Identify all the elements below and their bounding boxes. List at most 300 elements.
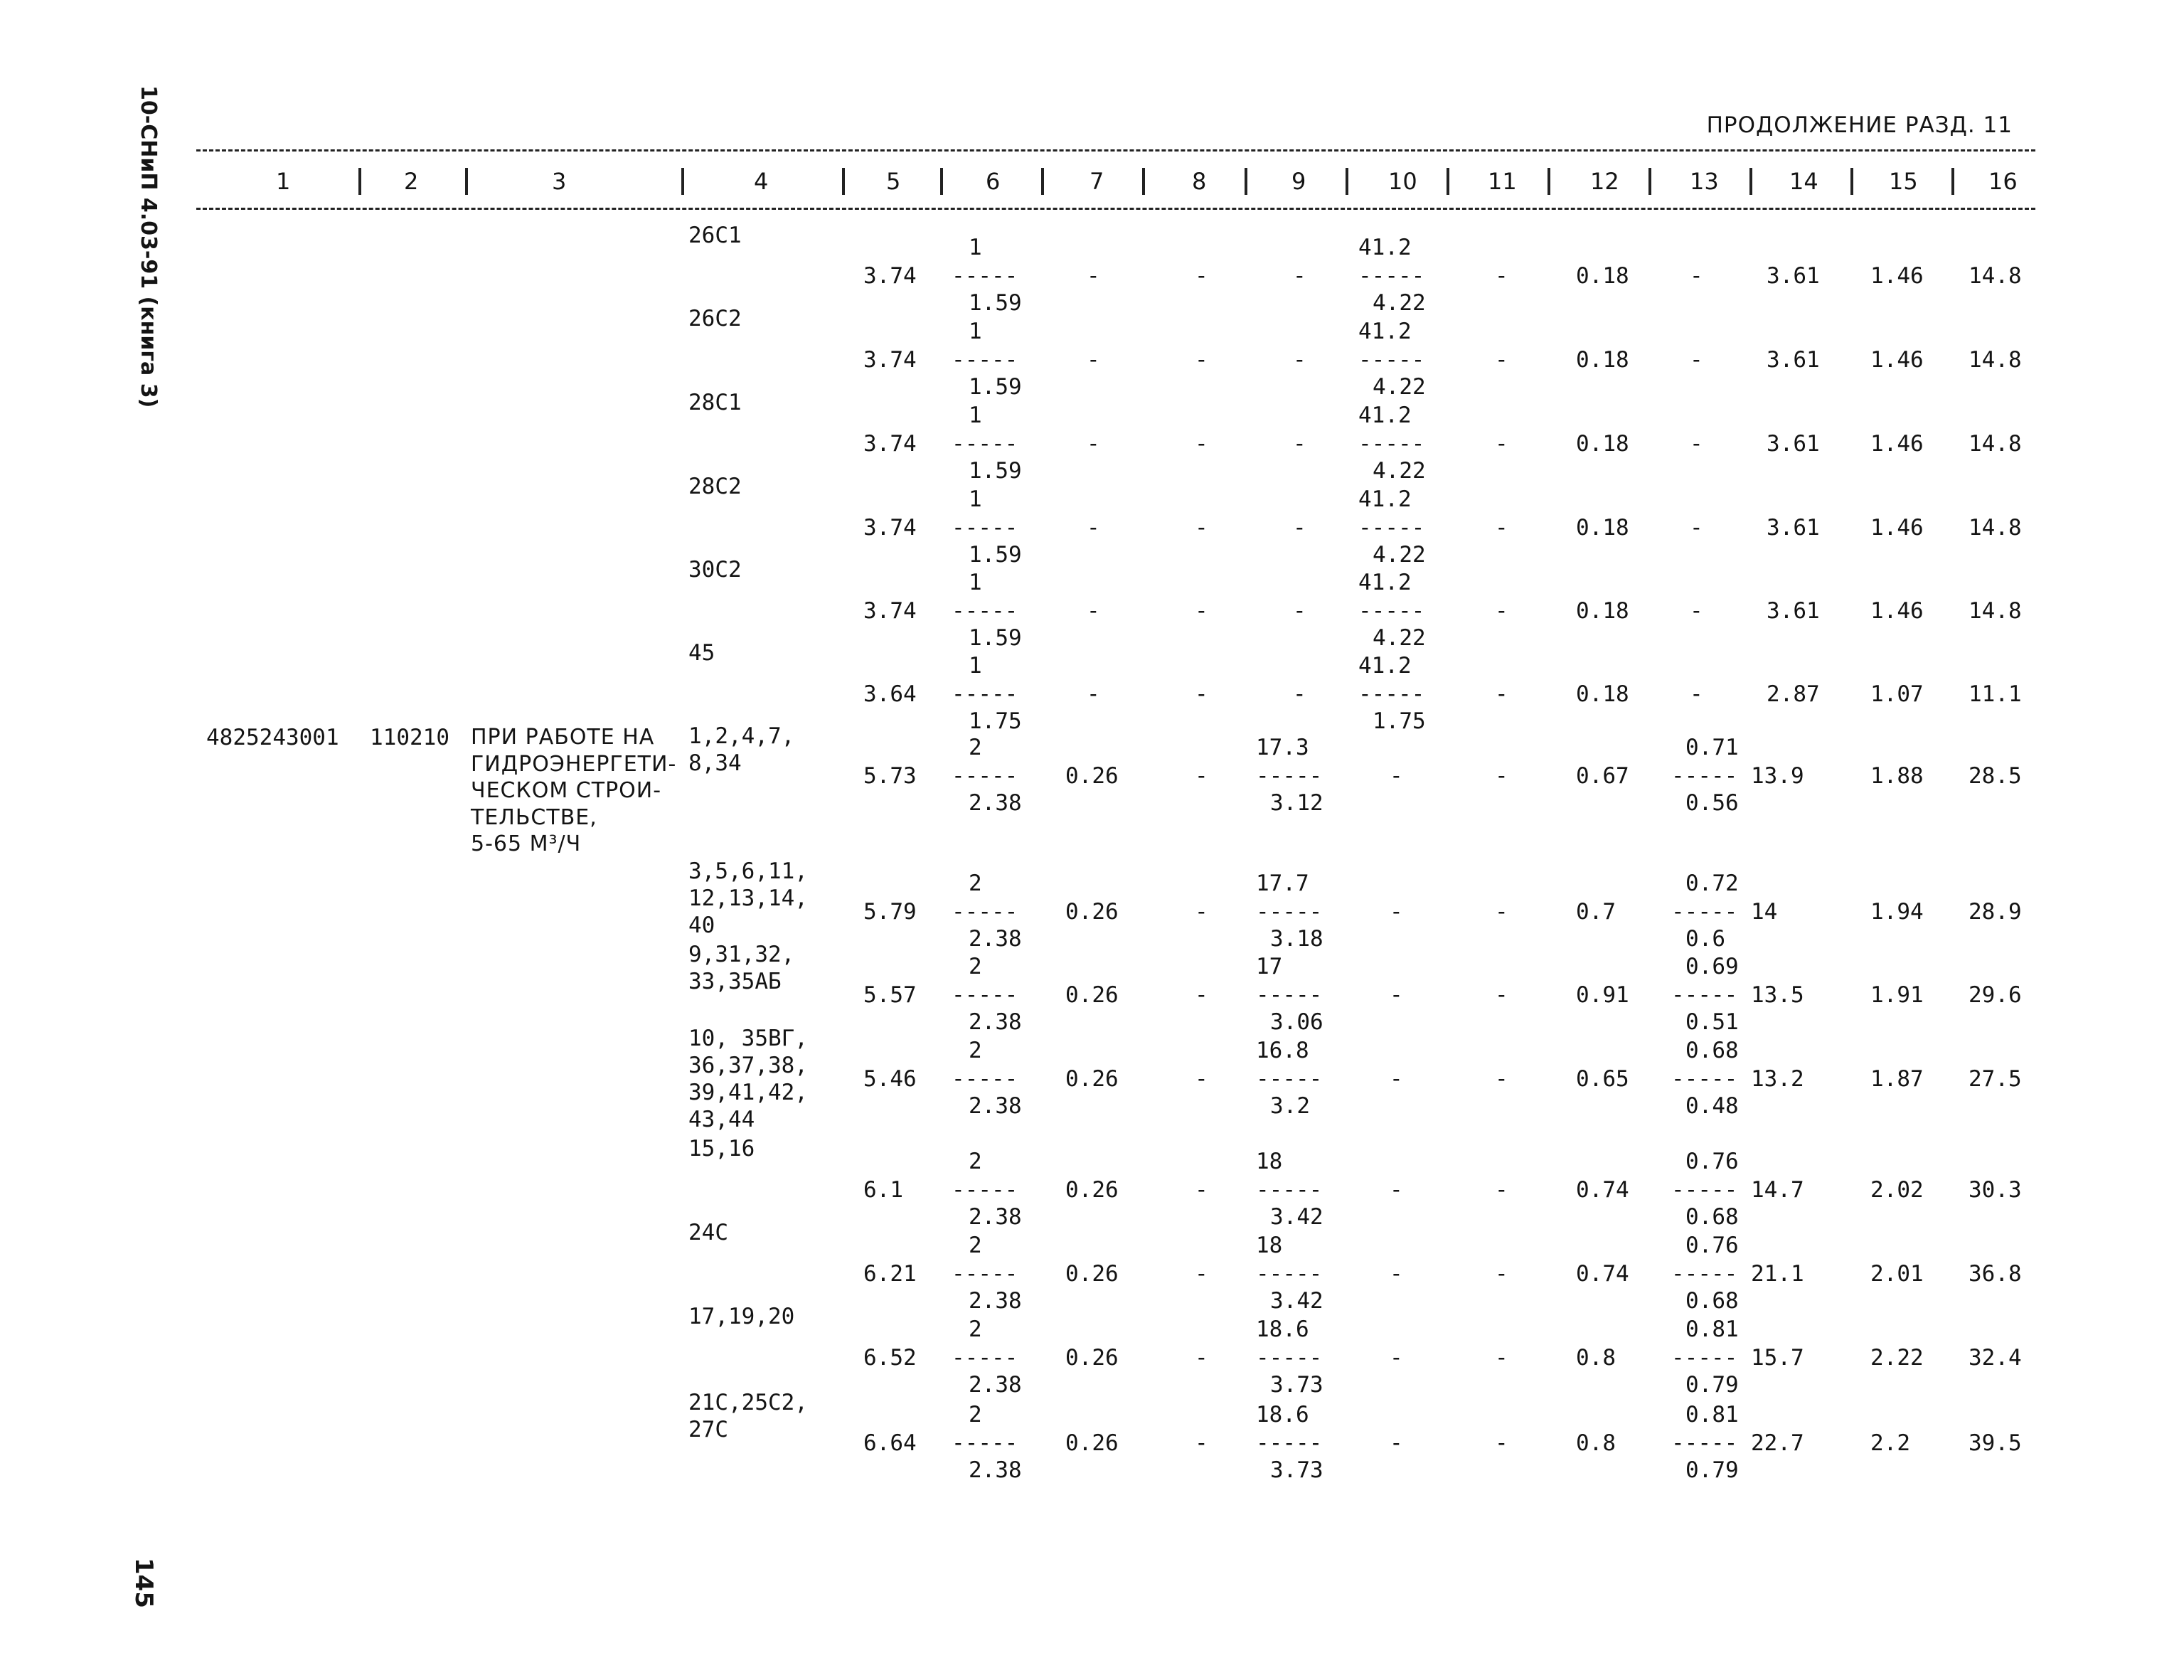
cell-col10-denominator: 1.75	[1373, 708, 1426, 734]
fraction-bar: -----	[1256, 1345, 1323, 1371]
cell-col13-numerator: 0.76	[1685, 1233, 1739, 1258]
cell-col13-numerator: 0.68	[1685, 1038, 1739, 1063]
item-description-line: ТЕЛЬСТВЕ,	[471, 804, 597, 830]
item-code: 4825243001	[206, 725, 339, 750]
cell-col6-denominator: 2.38	[969, 1009, 1022, 1035]
cell-col5: 5.79	[863, 899, 917, 925]
cell-col6-denominator: 2.38	[969, 1093, 1022, 1119]
cell-col13: -	[1690, 598, 1703, 624]
column-header-7: 7	[1090, 168, 1104, 195]
column-header-3: 3	[552, 168, 567, 195]
cell-col10-denominator: 4.22	[1373, 290, 1426, 316]
cell-col4: 28С1	[688, 390, 742, 415]
fraction-bar: -----	[1358, 347, 1425, 373]
cell-col14: 14.7	[1751, 1177, 1804, 1203]
cell-col9: -	[1293, 347, 1306, 373]
cell-col6-numerator: 2	[969, 1317, 982, 1342]
cell-col10-denominator: 4.22	[1373, 625, 1426, 651]
cell-col4: 17,19,20	[688, 1304, 795, 1329]
item-description-line: ЧЕСКОМ СТРОИ-	[471, 778, 662, 803]
cell-col14: 3.61	[1767, 431, 1820, 457]
item-description-line: ГИДРОЭНЕРГЕТИ-	[471, 751, 677, 777]
column-header-5: 5	[886, 168, 901, 195]
cell-col13-denominator: 0.56	[1685, 790, 1739, 816]
column-header-16: 16	[1988, 168, 2018, 195]
cell-col13: -	[1690, 515, 1703, 541]
cell-col12: 0.18	[1576, 598, 1629, 624]
cell-col11: -	[1495, 598, 1508, 624]
column-header-1: 1	[276, 168, 291, 195]
cell-col11: -	[1495, 431, 1508, 457]
cell-col10: -	[1390, 1177, 1403, 1203]
cell-col14: 3.61	[1767, 347, 1820, 373]
cell-col10: -	[1390, 1430, 1403, 1456]
cell-col8: -	[1195, 263, 1208, 289]
item-description-line: 5-65 М³/Ч	[471, 831, 582, 856]
cell-col14: 15.7	[1751, 1345, 1804, 1371]
cell-col15: 2.02	[1870, 1177, 1924, 1203]
cell-col4: 28С2	[688, 474, 742, 499]
cell-col11: -	[1495, 982, 1508, 1008]
cell-col8: -	[1195, 899, 1208, 925]
cell-col9-denominator: 3.42	[1270, 1288, 1323, 1314]
cell-col15: 1.46	[1870, 431, 1924, 457]
fraction-bar: -----	[1671, 1066, 1738, 1092]
column-separator	[1850, 168, 1853, 195]
cell-col11: -	[1495, 1261, 1508, 1287]
cell-col5: 6.1	[863, 1177, 903, 1203]
cell-col10-numerator: 41.2	[1358, 403, 1412, 428]
cell-col4: 15,16	[688, 1136, 755, 1161]
cell-col6-denominator: 2.38	[969, 1204, 1022, 1230]
column-separator	[1951, 168, 1954, 195]
fraction-bar: -----	[1256, 1177, 1323, 1203]
cell-col5: 3.74	[863, 431, 917, 457]
cell-col9-numerator: 18	[1256, 1149, 1283, 1174]
cell-col7: 0.26	[1065, 982, 1119, 1008]
fraction-bar: -----	[952, 1177, 1018, 1203]
cell-col9: -	[1293, 263, 1306, 289]
cell-col6-denominator: 1.59	[969, 458, 1022, 484]
cell-col7: -	[1087, 681, 1100, 707]
cell-col9: -	[1293, 515, 1306, 541]
cell-col6-denominator: 2.38	[969, 790, 1022, 816]
cell-col7: 0.26	[1065, 1177, 1119, 1203]
column-header-14: 14	[1789, 168, 1818, 195]
fraction-bar: -----	[1256, 982, 1323, 1008]
cell-col6-numerator: 1	[969, 653, 982, 679]
cell-col7: 0.26	[1065, 1345, 1119, 1371]
item-code-2: 110210	[370, 725, 449, 750]
cell-col4: 24С	[688, 1220, 728, 1245]
cell-col9-denominator: 3.42	[1270, 1204, 1323, 1230]
cell-col7: 0.26	[1065, 899, 1119, 925]
page-number: 145	[129, 1558, 158, 1608]
cell-col10-denominator: 4.22	[1373, 374, 1426, 400]
cell-col4: 9,31,32,	[688, 942, 795, 967]
column-separator	[1041, 168, 1044, 195]
cell-col4: 10, 35ВГ,	[688, 1026, 808, 1051]
fraction-bar: -----	[952, 347, 1018, 373]
column-header-8: 8	[1192, 168, 1207, 195]
cell-col9: -	[1293, 598, 1306, 624]
cell-col13-denominator: 0.51	[1685, 1009, 1739, 1035]
cell-col12: 0.18	[1576, 681, 1629, 707]
cell-col10-numerator: 41.2	[1358, 235, 1412, 260]
cell-col8: -	[1195, 515, 1208, 541]
cell-col12: 0.18	[1576, 347, 1629, 373]
cell-col5: 5.46	[863, 1066, 917, 1092]
cell-col11: -	[1495, 1345, 1508, 1371]
cell-col9-numerator: 16.8	[1256, 1038, 1309, 1063]
fraction-bar: -----	[1671, 1430, 1738, 1456]
cell-col4: 26С1	[688, 223, 742, 248]
cell-col13: -	[1690, 681, 1703, 707]
cell-col6-denominator: 1.59	[969, 542, 1022, 568]
cell-col10-denominator: 4.22	[1373, 542, 1426, 568]
column-header-13: 13	[1690, 168, 1719, 195]
cell-col9-numerator: 18	[1256, 1233, 1283, 1258]
cell-col8: -	[1195, 763, 1208, 789]
cell-col11: -	[1495, 347, 1508, 373]
cell-col7: 0.26	[1065, 763, 1119, 789]
cell-col16: 14.8	[1969, 347, 2022, 373]
cell-col12: 0.65	[1576, 1066, 1629, 1092]
column-separator	[1749, 168, 1752, 195]
fraction-bar: -----	[952, 982, 1018, 1008]
cell-col6-denominator: 2.38	[969, 1457, 1022, 1483]
cell-col16: 36.8	[1969, 1261, 2022, 1287]
fraction-bar: -----	[1358, 263, 1425, 289]
cell-col6-numerator: 2	[969, 1038, 982, 1063]
header-rule-top	[196, 149, 2035, 151]
cell-col7: 0.26	[1065, 1430, 1119, 1456]
cell-col6-numerator: 2	[969, 1233, 982, 1258]
fraction-bar: -----	[1671, 1345, 1738, 1371]
cell-col12: 0.8	[1576, 1430, 1616, 1456]
cell-col16: 14.8	[1969, 598, 2022, 624]
cell-col4: 39,41,42,	[688, 1080, 808, 1105]
cell-col6-denominator: 1.75	[969, 708, 1022, 734]
item-description-line: ПРИ РАБОТЕ НА	[471, 725, 655, 750]
fraction-bar: -----	[1671, 982, 1738, 1008]
cell-col10-numerator: 41.2	[1358, 319, 1412, 344]
cell-col16: 11.1	[1969, 681, 2022, 707]
cell-col10: -	[1390, 982, 1403, 1008]
fraction-bar: -----	[1358, 681, 1425, 707]
cell-col4: 21С,25С2,	[688, 1390, 808, 1415]
header-rule-bottom	[196, 208, 2035, 210]
cell-col9: -	[1293, 431, 1306, 457]
cell-col16: 39.5	[1969, 1430, 2022, 1456]
cell-col13-denominator: 0.68	[1685, 1204, 1739, 1230]
cell-col13-numerator: 0.72	[1685, 871, 1739, 896]
cell-col16: 27.5	[1969, 1066, 2022, 1092]
fraction-bar: -----	[952, 263, 1018, 289]
fraction-bar: -----	[1358, 598, 1425, 624]
fraction-bar: -----	[1256, 899, 1323, 925]
cell-col6-numerator: 1	[969, 403, 982, 428]
column-separator	[1648, 168, 1651, 195]
cell-col6-numerator: 1	[969, 235, 982, 260]
cell-col16: 30.3	[1969, 1177, 2022, 1203]
cell-col4: 36,37,38,	[688, 1053, 808, 1078]
cell-col16: 14.8	[1969, 515, 2022, 541]
cell-col8: -	[1195, 1345, 1208, 1371]
cell-col9-denominator: 3.73	[1270, 1372, 1323, 1398]
cell-col8: -	[1195, 1261, 1208, 1287]
cell-col15: 1.07	[1870, 681, 1924, 707]
cell-col4: 12,13,14,	[688, 886, 808, 911]
cell-col16: 32.4	[1969, 1345, 2022, 1371]
cell-col13: -	[1690, 431, 1703, 457]
fraction-bar: -----	[1256, 763, 1323, 789]
cell-col10: -	[1390, 763, 1403, 789]
cell-col10: -	[1390, 1345, 1403, 1371]
cell-col5: 3.64	[863, 681, 917, 707]
cell-col10: -	[1390, 1066, 1403, 1092]
cell-col15: 1.87	[1870, 1066, 1924, 1092]
cell-col9-denominator: 3.18	[1270, 926, 1323, 952]
cell-col14: 13.5	[1751, 982, 1804, 1008]
cell-col11: -	[1495, 1177, 1508, 1203]
cell-col15: 1.46	[1870, 347, 1924, 373]
cell-col11: -	[1495, 1066, 1508, 1092]
cell-col8: -	[1195, 431, 1208, 457]
cell-col5: 5.73	[863, 763, 917, 789]
cell-col9-numerator: 17.3	[1256, 735, 1309, 760]
cell-col7: -	[1087, 347, 1100, 373]
cell-col6-denominator: 2.38	[969, 1372, 1022, 1398]
cell-col8: -	[1195, 598, 1208, 624]
cell-col4: 8,34	[688, 750, 742, 776]
fraction-bar: -----	[1671, 763, 1738, 789]
cell-col6-numerator: 1	[969, 570, 982, 595]
cell-col9-numerator: 17	[1256, 954, 1283, 979]
column-separator	[842, 168, 845, 195]
cell-col10: -	[1390, 1261, 1403, 1287]
column-header-12: 12	[1590, 168, 1619, 195]
cell-col14: 21.1	[1751, 1261, 1804, 1287]
column-header-2: 2	[404, 168, 419, 195]
cell-col9-denominator: 3.06	[1270, 1009, 1323, 1035]
cell-col12: 0.67	[1576, 763, 1629, 789]
cell-col13-denominator: 0.6	[1685, 926, 1725, 952]
cell-col13: -	[1690, 263, 1703, 289]
cell-col15: 1.46	[1870, 515, 1924, 541]
cell-col13-numerator: 0.71	[1685, 735, 1739, 760]
fraction-bar: -----	[952, 763, 1018, 789]
cell-col13-numerator: 0.69	[1685, 954, 1739, 979]
cell-col11: -	[1495, 681, 1508, 707]
cell-col4: 1,2,4,7,	[688, 723, 795, 749]
cell-col14: 13.9	[1751, 763, 1804, 789]
fraction-bar: -----	[1256, 1066, 1323, 1092]
fraction-bar: -----	[952, 1066, 1018, 1092]
fraction-bar: -----	[952, 515, 1018, 541]
cell-col6-numerator: 1	[969, 319, 982, 344]
cell-col15: 1.46	[1870, 263, 1924, 289]
cell-col12: 0.18	[1576, 515, 1629, 541]
fraction-bar: -----	[952, 431, 1018, 457]
cell-col5: 3.74	[863, 347, 917, 373]
cell-col12: 0.7	[1576, 899, 1616, 925]
cell-col15: 2.22	[1870, 1345, 1924, 1371]
side-title: 10-СНиП 4.03-91 (книга 3)	[136, 85, 161, 408]
cell-col9-denominator: 3.12	[1270, 790, 1323, 816]
cell-col9: -	[1293, 681, 1306, 707]
cell-col14: 3.61	[1767, 598, 1820, 624]
cell-col15: 2.01	[1870, 1261, 1924, 1287]
cell-col7: -	[1087, 263, 1100, 289]
cell-col6-numerator: 2	[969, 1149, 982, 1174]
cell-col11: -	[1495, 899, 1508, 925]
cell-col8: -	[1195, 1066, 1208, 1092]
cell-col8: -	[1195, 1430, 1208, 1456]
cell-col8: -	[1195, 982, 1208, 1008]
cell-col14: 3.61	[1767, 515, 1820, 541]
column-separator	[940, 168, 943, 195]
cell-col16: 29.6	[1969, 982, 2022, 1008]
cell-col6-numerator: 2	[969, 954, 982, 979]
cell-col15: 1.94	[1870, 899, 1924, 925]
fraction-bar: -----	[1358, 515, 1425, 541]
cell-col7: -	[1087, 598, 1100, 624]
cell-col10-numerator: 41.2	[1358, 653, 1412, 679]
cell-col15: 1.46	[1870, 598, 1924, 624]
fraction-bar: -----	[1671, 899, 1738, 925]
cell-col6-numerator: 1	[969, 487, 982, 512]
cell-col15: 1.88	[1870, 763, 1924, 789]
fraction-bar: -----	[952, 1430, 1018, 1456]
cell-col6-denominator: 1.59	[969, 290, 1022, 316]
cell-col13-numerator: 0.76	[1685, 1149, 1739, 1174]
cell-col4: 43,44	[688, 1107, 755, 1132]
column-header-11: 11	[1488, 168, 1517, 195]
cell-col9-denominator: 3.2	[1270, 1093, 1310, 1119]
cell-col5: 5.57	[863, 982, 917, 1008]
cell-col11: -	[1495, 515, 1508, 541]
cell-col8: -	[1195, 681, 1208, 707]
fraction-bar: -----	[1358, 431, 1425, 457]
cell-col13-denominator: 0.68	[1685, 1288, 1739, 1314]
cell-col16: 14.8	[1969, 263, 2022, 289]
cell-col9-numerator: 18.6	[1256, 1402, 1309, 1428]
cell-col10-denominator: 4.22	[1373, 458, 1426, 484]
cell-col4: 40	[688, 913, 715, 938]
cell-col9-numerator: 18.6	[1256, 1317, 1309, 1342]
column-separator	[1447, 168, 1449, 195]
fraction-bar: -----	[952, 1261, 1018, 1287]
cell-col12: 0.18	[1576, 431, 1629, 457]
cell-col6-numerator: 2	[969, 871, 982, 896]
cell-col13-denominator: 0.79	[1685, 1372, 1739, 1398]
cell-col13-numerator: 0.81	[1685, 1317, 1739, 1342]
fraction-bar: -----	[952, 1345, 1018, 1371]
column-header-6: 6	[986, 168, 1001, 195]
cell-col10: -	[1390, 899, 1403, 925]
column-separator	[1245, 168, 1247, 195]
cell-col4: 30С2	[688, 557, 742, 583]
cell-col7: 0.26	[1065, 1261, 1119, 1287]
cell-col9-numerator: 17.7	[1256, 871, 1309, 896]
cell-col4: 27С	[688, 1417, 728, 1442]
cell-col7: 0.26	[1065, 1066, 1119, 1092]
cell-col5: 3.74	[863, 263, 917, 289]
cell-col16: 14.8	[1969, 431, 2022, 457]
cell-col4: 3,5,6,11,	[688, 858, 808, 884]
cell-col16: 28.5	[1969, 763, 2022, 789]
cell-col5: 3.74	[863, 598, 917, 624]
column-header-9: 9	[1291, 168, 1306, 195]
fraction-bar: -----	[1671, 1177, 1738, 1203]
cell-col14: 2.87	[1767, 681, 1820, 707]
column-header-10: 10	[1388, 168, 1417, 195]
fraction-bar: -----	[952, 899, 1018, 925]
column-separator	[1346, 168, 1348, 195]
cell-col12: 0.74	[1576, 1261, 1629, 1287]
cell-col5: 6.21	[863, 1261, 917, 1287]
fraction-bar: -----	[1256, 1261, 1323, 1287]
fraction-bar: -----	[952, 681, 1018, 707]
cell-col10-numerator: 41.2	[1358, 570, 1412, 595]
column-header-15: 15	[1889, 168, 1918, 195]
cell-col6-denominator: 1.59	[969, 625, 1022, 651]
continuation-heading: ПРОДОЛЖЕНИЕ РАЗД. 11	[1706, 112, 2013, 138]
cell-col6-denominator: 1.59	[969, 374, 1022, 400]
cell-col11: -	[1495, 1430, 1508, 1456]
cell-col6-denominator: 2.38	[969, 926, 1022, 952]
fraction-bar: -----	[952, 598, 1018, 624]
cell-col6-denominator: 2.38	[969, 1288, 1022, 1314]
cell-col13-denominator: 0.79	[1685, 1457, 1739, 1483]
cell-col4: 45	[688, 640, 715, 666]
cell-col7: -	[1087, 431, 1100, 457]
column-header-4: 4	[754, 168, 769, 195]
cell-col12: 0.8	[1576, 1345, 1616, 1371]
column-separator	[465, 168, 468, 195]
cell-col12: 0.91	[1576, 982, 1629, 1008]
cell-col14: 3.61	[1767, 263, 1820, 289]
column-separator	[1142, 168, 1145, 195]
cell-col6-numerator: 2	[969, 735, 982, 760]
cell-col11: -	[1495, 263, 1508, 289]
cell-col12: 0.74	[1576, 1177, 1629, 1203]
cell-col5: 6.64	[863, 1430, 917, 1456]
cell-col8: -	[1195, 1177, 1208, 1203]
fraction-bar: -----	[1671, 1261, 1738, 1287]
cell-col13-denominator: 0.48	[1685, 1093, 1739, 1119]
cell-col7: -	[1087, 515, 1100, 541]
cell-col16: 28.9	[1969, 899, 2022, 925]
column-separator	[681, 168, 684, 195]
cell-col8: -	[1195, 347, 1208, 373]
fraction-bar: -----	[1256, 1430, 1323, 1456]
cell-col15: 1.91	[1870, 982, 1924, 1008]
cell-col10-numerator: 41.2	[1358, 487, 1412, 512]
cell-col12: 0.18	[1576, 263, 1629, 289]
cell-col9-denominator: 3.73	[1270, 1457, 1323, 1483]
cell-col4: 33,35АБ	[688, 969, 782, 994]
cell-col5: 6.52	[863, 1345, 917, 1371]
cell-col11: -	[1495, 763, 1508, 789]
cell-col5: 3.74	[863, 515, 917, 541]
cell-col6-numerator: 2	[969, 1402, 982, 1428]
cell-col13: -	[1690, 347, 1703, 373]
column-separator	[1548, 168, 1550, 195]
cell-col14: 14	[1751, 899, 1778, 925]
cell-col13-numerator: 0.81	[1685, 1402, 1739, 1428]
